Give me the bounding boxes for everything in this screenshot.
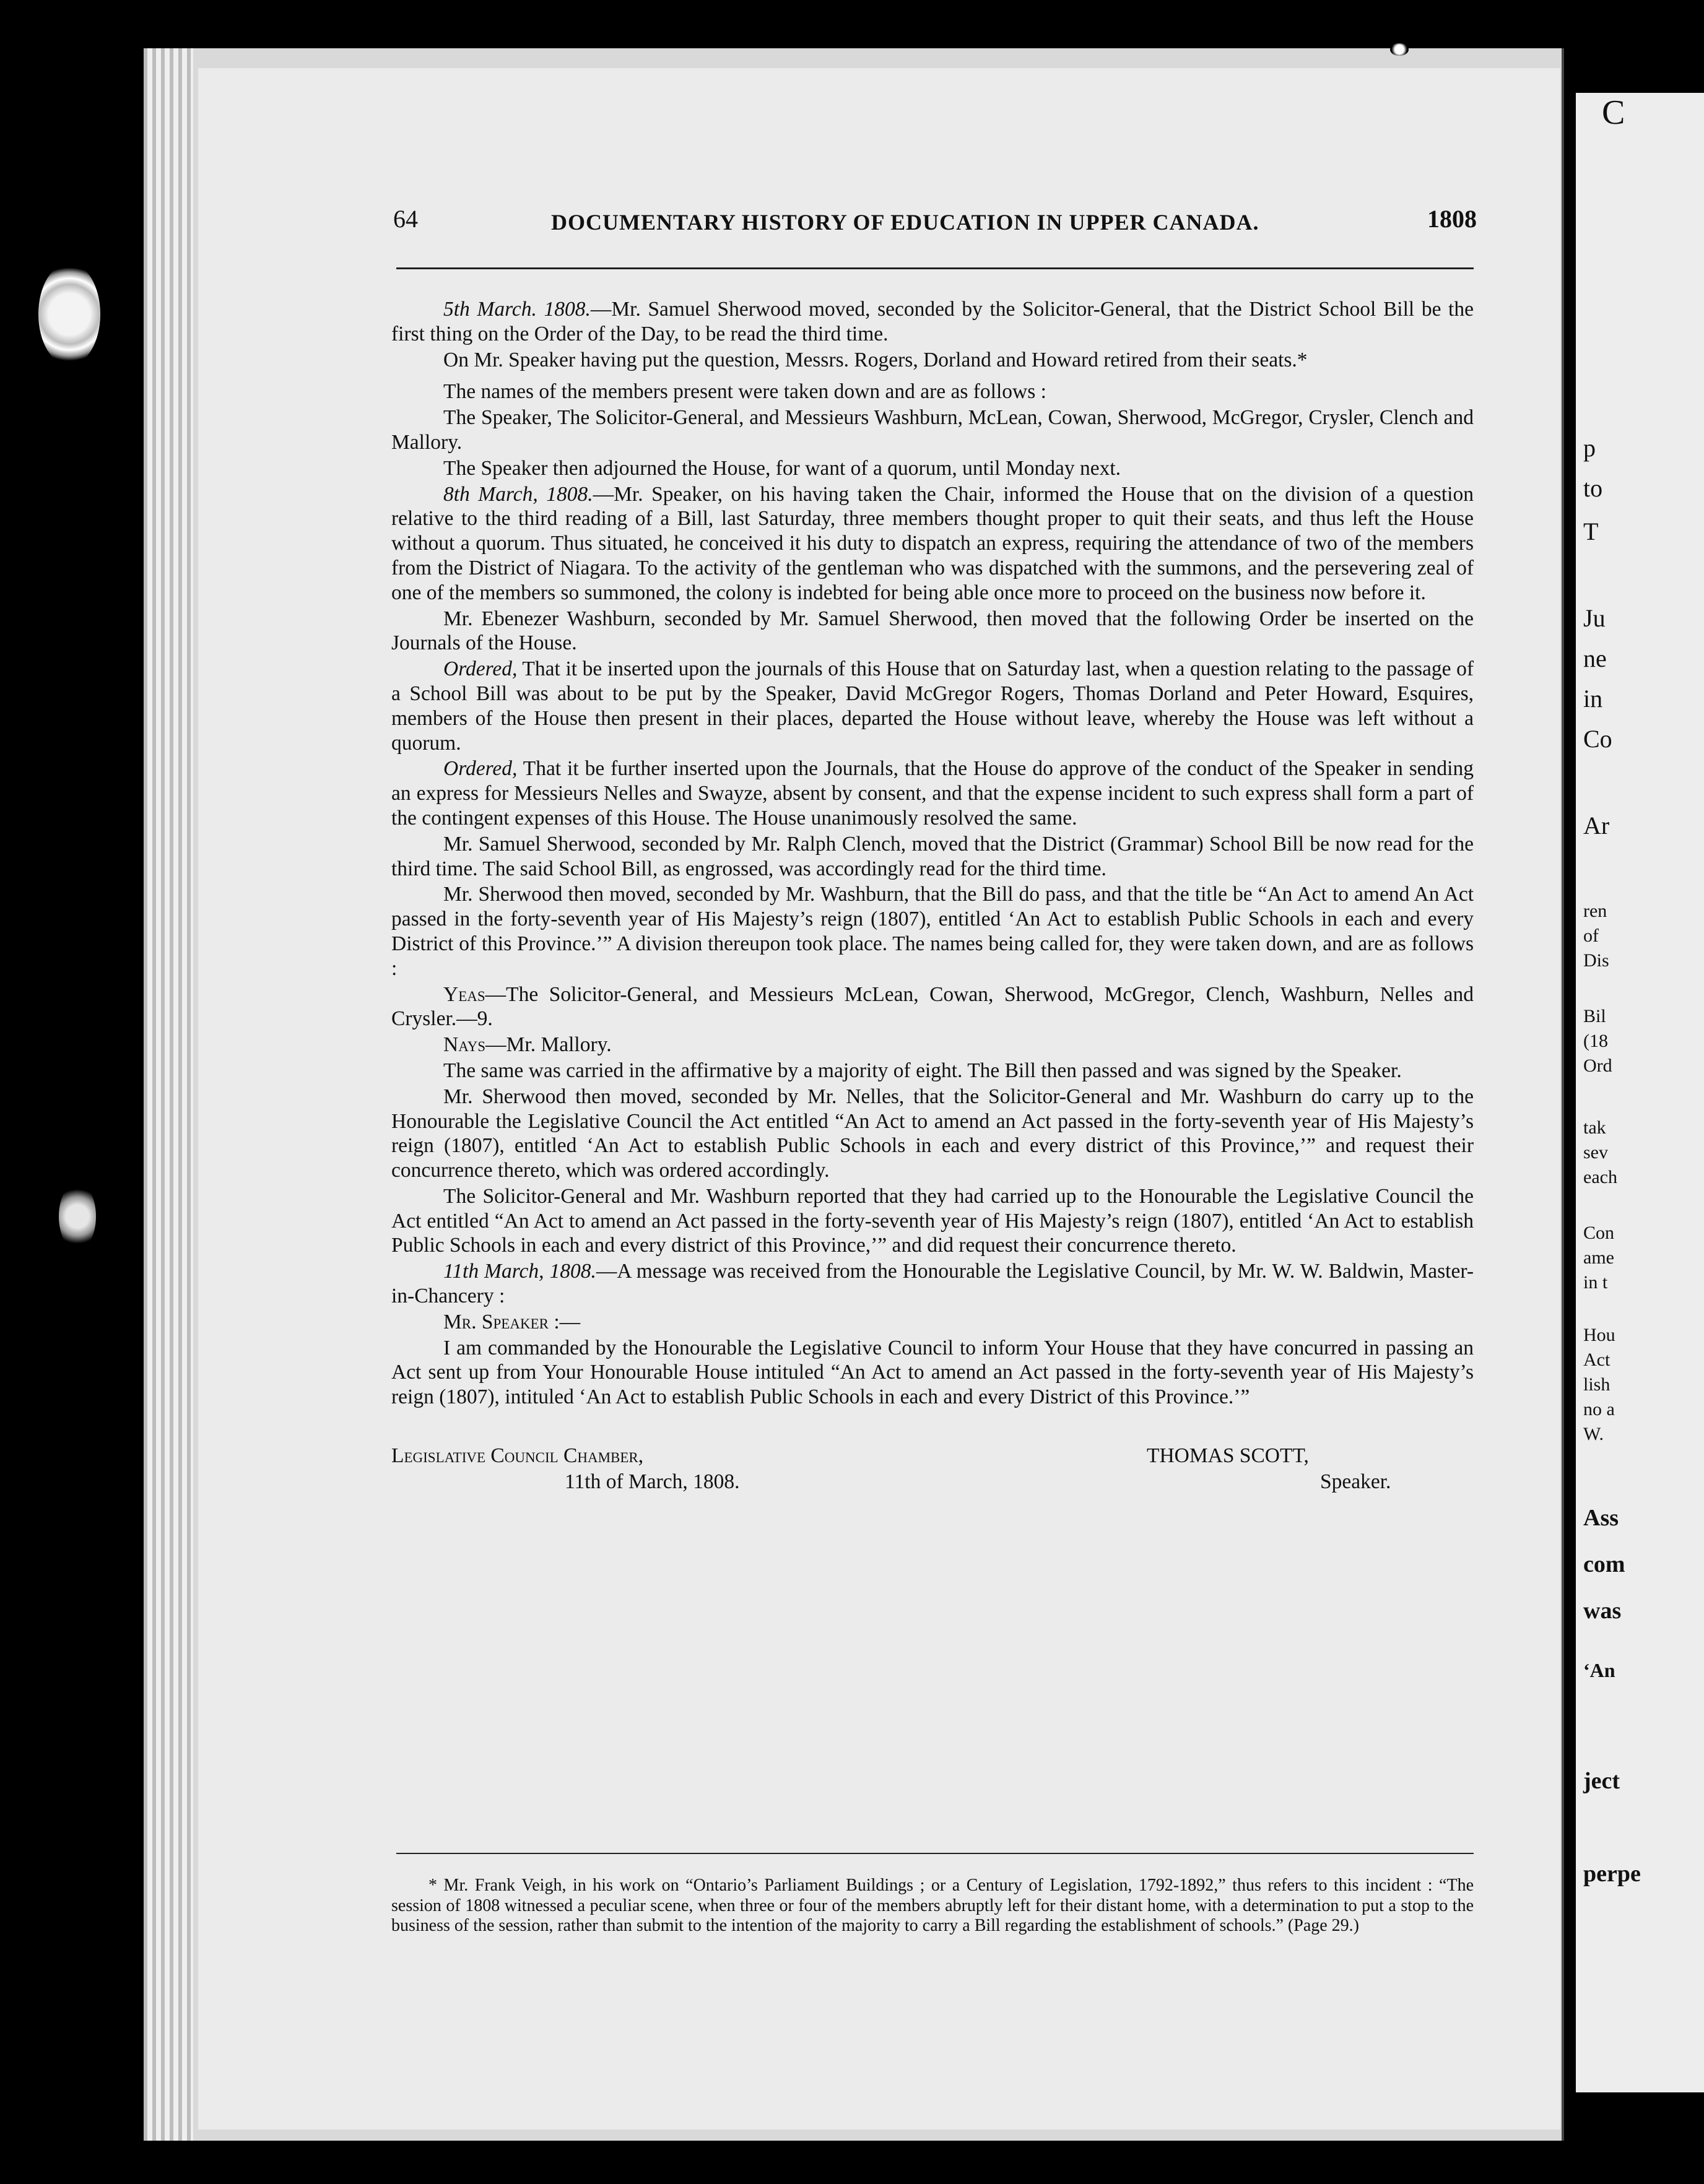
right-page-fragment: ren xyxy=(1583,901,1607,921)
right-page-fragment: Ord xyxy=(1583,1055,1612,1076)
paragraph: Mr. Samuel Sherwood, seconded by Mr. Ralph Clench, moved that the District (Grammar) School Bill be now read for the third time. The said School Bill, as engrossed, was accordingly read for the third time. xyxy=(391,832,1474,880)
running-title: DOCUMENTARY HISTORY OF EDUCATION IN UPPER CANADA. xyxy=(551,210,1259,235)
right-page-fragment: no a xyxy=(1583,1399,1615,1419)
right-page-fragment: Con xyxy=(1583,1223,1615,1243)
paragraph: Nays—Mr. Mallory. xyxy=(443,1033,612,1057)
footnote-text: * Mr. Frank Veigh, in his work on “Ontario’s Parliament Buildings ; or a Century of Legislation, 1792-1892,” thus refers to this incident : “The session of 1808 witnessed a peculiar scene, when three or four of the members abruptly left for their distant home, with a determination to put a stop to the business of the session, rather than submit to the intention of the majority to carry a Bill regarding the establishment of schools.” (Page 29.) xyxy=(391,1876,1474,1935)
signature-title: Speaker. xyxy=(1320,1470,1391,1494)
paragraph: The names of the members present were taken down and are as follows : xyxy=(443,380,1046,404)
right-page-fragment: each xyxy=(1583,1167,1617,1187)
page-edges xyxy=(144,48,193,2141)
signature-name: THOMAS SCOTT, xyxy=(1147,1444,1309,1468)
document-body xyxy=(391,297,1474,1499)
right-page-fragment: Bil xyxy=(1583,1006,1606,1026)
right-page-fragment: in xyxy=(1583,685,1603,713)
signature-block xyxy=(391,1444,1474,1498)
right-page xyxy=(1576,93,1704,2092)
paragraph: I am commanded by the Honourable the Legislative Council to inform Your House that they have concurred in passing an Act sent up from Your Honourable House intituled “An Act to amend an Act passed in the forty-seventh year of His Majesty’s reign (1807), intituled ‘An Act to establish Public Schools in each and every District of this Province.’” xyxy=(391,1336,1474,1409)
signature-date: 11th of March, 1808. xyxy=(565,1470,740,1494)
paragraph: Yeas—The Solicitor-General, and Messieurs McLean, Cowan, Sherwood, McGregor, Clench, Washburn, Nelles and Crysler.—9. xyxy=(391,982,1474,1031)
paragraph: Mr. Sherwood then moved, seconded by Mr. Washburn, that the Bill do pass, and that the title be “An Act to amend An Act passed in the forty-seventh year of His Majesty’s reign (1807), entitled ‘An Act to establish Public Schools in each and every District of this Province.’” A division thereupon took place. The names being called for, they were taken down, and are as follows : xyxy=(391,883,1474,980)
footnote-rule xyxy=(396,1853,1474,1854)
paragraph: On Mr. Speaker having put the question, Messrs. Rogers, Dorland and Howard retired from their seats.* xyxy=(443,348,1308,371)
right-page-fragment: Hou xyxy=(1583,1325,1615,1345)
paragraph: Ordered, That it be inserted upon the journals of this House that on Saturday last, when a question relating to the passage of a School Bill was about to be put by the Speaker, David McGregor Rogers, Thomas Dorland and Peter Howard, Esquires, members of the House then present in their places, departed the House without leave, whereby the House was left without a quorum. xyxy=(391,657,1474,755)
running-header xyxy=(393,204,1477,241)
right-page-fragment: ject xyxy=(1583,1768,1620,1794)
right-page-fragment: of xyxy=(1583,925,1599,946)
paragraph: The Solicitor-General and Mr. Washburn reported that they had carried up to the Honourable the Legislative Council the Act entitled “An Act to amend an Act passed in the forty-seventh year of His Majesty’s reign (1807), entitled ‘An Act to establish Public Schools in each and every district of this Province,’” and did request their concurrence thereto. xyxy=(391,1184,1474,1257)
right-page-fragment: lish xyxy=(1583,1374,1611,1395)
paragraph: 5th March. 1808.—Mr. Samuel Sherwood moved, seconded by the Solicitor-General, that the District School Bill be the first thing on the Order of the Day, to be read the third time. xyxy=(391,298,1474,345)
paragraph: 8th March, 1808.—Mr. Speaker, on his having taken the Chair, informed the House that on the division of a question relative to the third reading of a Bill, last Saturday, three members thought proper to quit their seats, and thus left the House without a quorum. Thus situated, he conceived it his duty to dispatch an express, requiring the attendance of two of the members from the District of Niagara. To the activity of the gentleman who was dispatched with the summons, and the persevering zeal of one of the members so summoned, the colony is indebted for being able once more to proceed on the business now before it. xyxy=(391,482,1474,604)
right-page-fragment: sev xyxy=(1583,1142,1608,1163)
paragraph: 11th March, 1808.—A message was received from the Honourable the Legislative Council, by Mr. W. W. Baldwin, Master-in-Chancery : xyxy=(391,1260,1474,1308)
header-rule xyxy=(396,267,1474,269)
signature-place: Legislative Council Chamber, xyxy=(391,1444,644,1468)
right-page-fragment: Ar xyxy=(1583,812,1610,839)
right-page-fragment: p xyxy=(1583,434,1596,462)
paper-stain xyxy=(38,263,100,365)
right-page-fragment: perpe xyxy=(1583,1861,1641,1887)
right-page-fragment: Dis xyxy=(1583,950,1609,971)
right-page-fragment: ne xyxy=(1583,644,1607,672)
paper-stain xyxy=(1390,43,1409,56)
right-page-fragment: to xyxy=(1583,474,1603,502)
paragraph: Mr. Ebenezer Washburn, seconded by Mr. Samuel Sherwood, then moved that the following Order be inserted on the Journals of the House. xyxy=(391,607,1474,655)
paragraph: Mr. Sherwood then moved, seconded by Mr. Nelles, that the Solicitor-General and Mr. Washburn do carry up to the Honourable the Legislative Council the Act entitled “An Act to amend an Act passed in the forty-seventh year of His Majesty’s reign (1807), entitled ‘An Act to establish Public Schools in each and every district of this Province,’” and request their concurrence thereto, which was ordered accordingly. xyxy=(391,1085,1474,1182)
right-page-fragment: com xyxy=(1583,1551,1625,1577)
paper-stain xyxy=(59,1182,96,1250)
paragraph: The Speaker, The Solicitor-General, and Messieurs Washburn, McLean, Cowan, Sherwood, McGregor, Crysler, Clench and Mallory. xyxy=(391,406,1474,454)
right-page-fragment: Act xyxy=(1583,1350,1611,1370)
page-number: 64 xyxy=(393,205,418,233)
right-page-fragment: in t xyxy=(1583,1272,1608,1293)
right-page-fragment: W. xyxy=(1583,1424,1604,1444)
header-year: 1808 xyxy=(1427,205,1477,233)
right-page-fragment: ame xyxy=(1583,1247,1614,1268)
paragraph: Ordered, That it be further inserted upon the Journals, that the House do approve of the conduct of the Speaker in sending an express for Messieurs Nelles and Swayze, absent by consent, and that the expense incident to such express shall form a part of the contingent expenses of this House. The House unanimously resolved the same. xyxy=(391,757,1474,830)
right-page-fragment: (18 xyxy=(1583,1031,1608,1051)
right-page-fragment: Co xyxy=(1583,725,1612,753)
footnote xyxy=(391,1876,1474,1936)
paragraph: The same was carried in the affirmative by a majority of eight. The Bill then passed and was signed by the Speaker. xyxy=(443,1059,1402,1082)
right-page-fragment: was xyxy=(1583,1598,1622,1624)
right-page-fragment: ‘An xyxy=(1583,1659,1615,1681)
paragraph: Mr. Speaker :— xyxy=(443,1310,581,1333)
right-page-fragment: T xyxy=(1583,518,1599,545)
right-page-fragment: Ju xyxy=(1583,604,1606,632)
right-page-fragment: C xyxy=(1602,93,1625,132)
right-page-fragment: tak xyxy=(1583,1117,1606,1138)
paragraph: The Speaker then adjourned the House, for want of a quorum, until Monday next. xyxy=(443,456,1121,480)
right-page-fragment: Ass xyxy=(1583,1505,1619,1531)
